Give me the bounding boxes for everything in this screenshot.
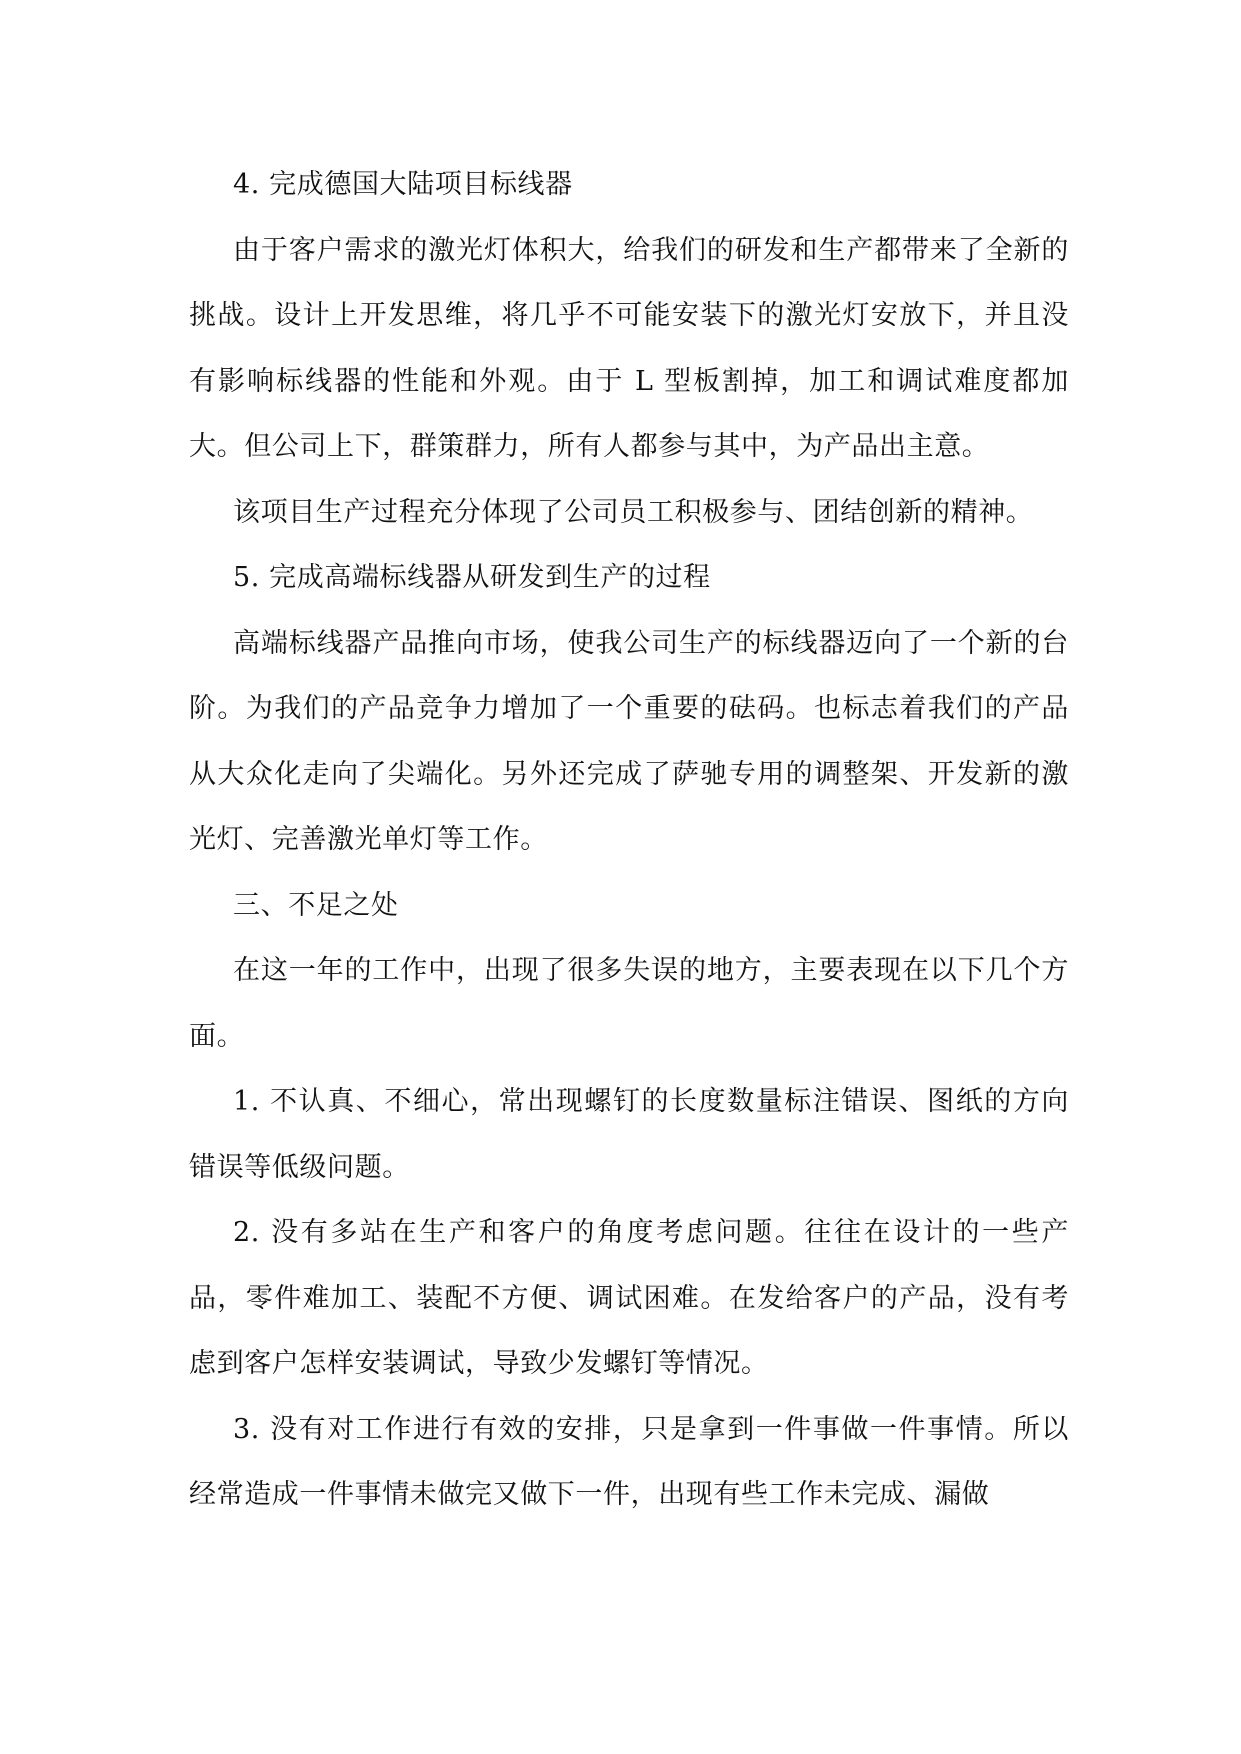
paragraph-high-end-market: 高端标线器产品推向市场，使我公司生产的标线器迈向了一个新的台阶。为我们的产品竞争力增加了一个重要的砝码。也标志着我们的产品从大众化走向了尖端化。另外还完成了萨驰专用的调整架、开发新的激光灯、完善激光单灯等工作。: [189, 627, 1069, 855]
paragraph-heading-4: 4. 完成德国大陆项目标线器: [233, 169, 573, 200]
paragraph-shortcoming-3: 3. 没有对工作进行有效的安排，只是拿到一件事做一件事情。所以经常造成一件事情未做完又做下一件，出现有些工作未完成、漏做: [189, 1413, 1069, 1510]
paragraph-shortcoming-1: 1. 不认真、不细心，常出现螺钉的长度数量标注错误、图纸的方向错误等低级问题。: [189, 1086, 1069, 1183]
section-heading-shortcomings: 三、不足之处: [233, 889, 399, 921]
paragraph-heading-5: 5. 完成高端标线器从研发到生产的过程: [233, 562, 711, 593]
paragraph-team-spirit: 该项目生产过程充分体现了公司员工积极参与、团结创新的精神。: [233, 496, 1034, 528]
paragraph-shortcomings-intro: 在这一年的工作中，出现了很多失误的地方，主要表现在以下几个方面。: [189, 955, 1069, 1052]
paragraph-laser-challenge: 由于客户需求的激光灯体积大，给我们的研发和生产都带来了全新的挑战。设计上开发思维，将几乎不可能安装下的激光灯安放下，并且没有影响标线器的性能和外观。由于 L 型板割掉，加工和调试难度都加大。但公司上下，群策群力，所有人都参与其中，为产品出主意。: [189, 234, 1069, 462]
document-body: [189, 152, 1069, 1528]
paragraph-shortcoming-2: 2. 没有多站在生产和客户的角度考虑问题。往往在设计的一些产品，零件难加工、装配不方便、调试困难。在发给客户的产品，没有考虑到客户怎样安装调试，导致少发螺钉等情况。: [189, 1217, 1069, 1379]
